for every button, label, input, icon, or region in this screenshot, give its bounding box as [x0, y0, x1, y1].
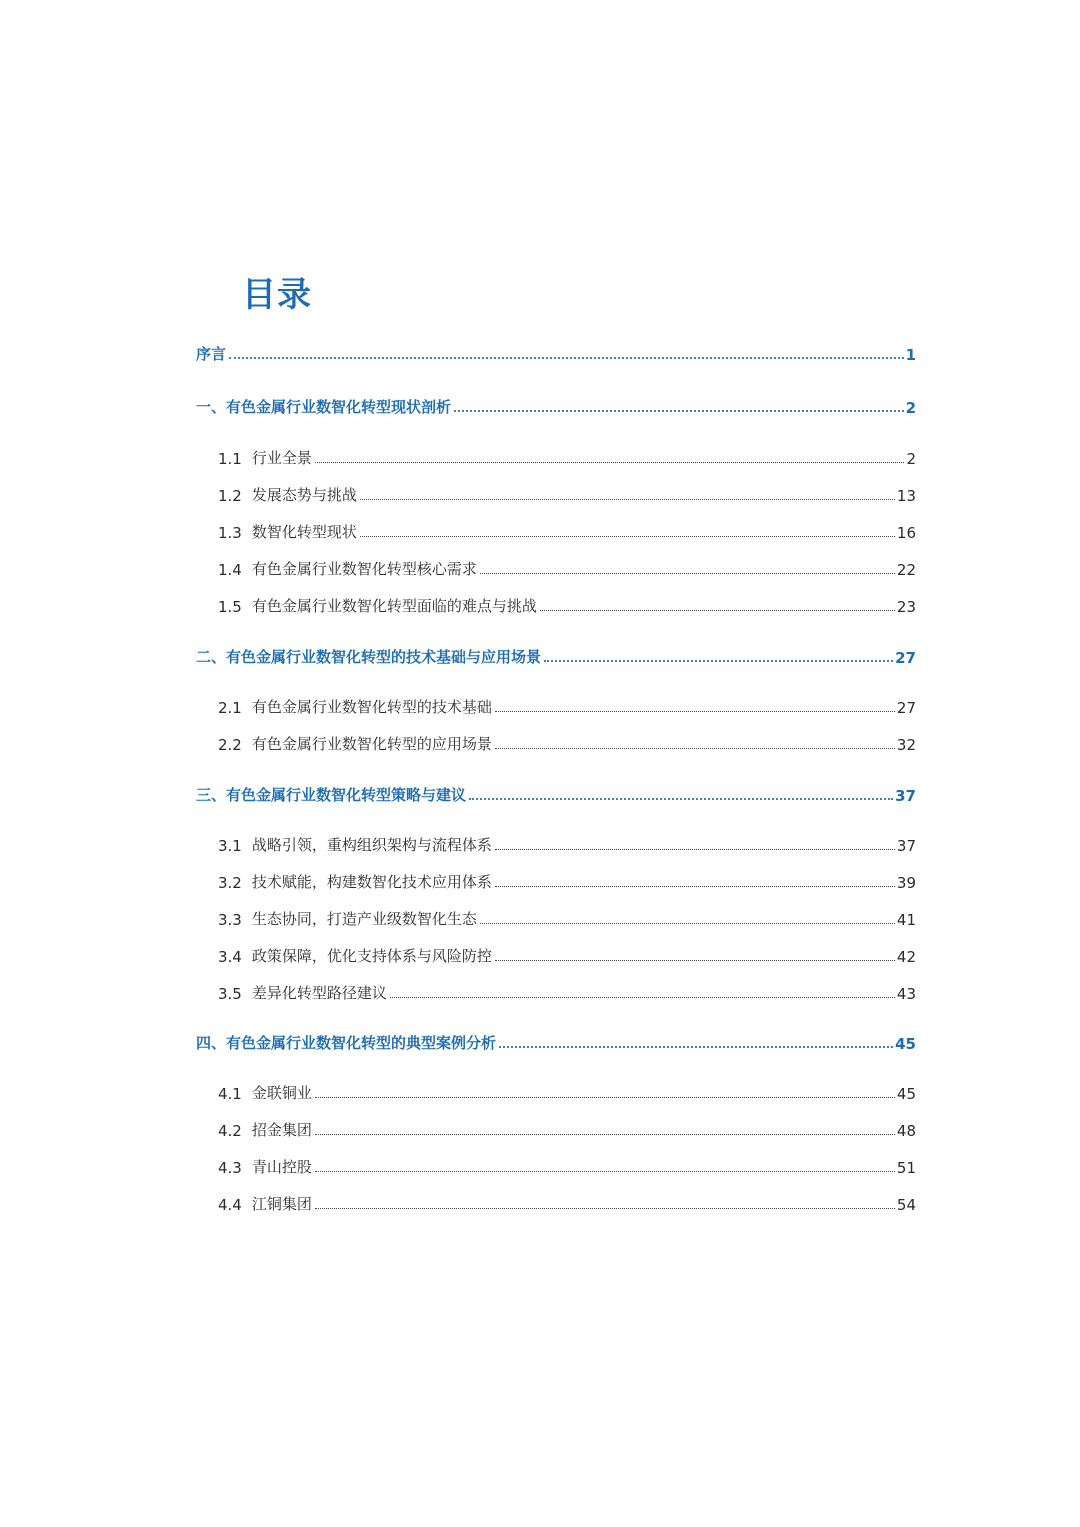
dot-leader [360, 499, 895, 500]
toc-entry-chapter-1[interactable] [196, 393, 916, 417]
toc-entry-section-4-3[interactable] [218, 1153, 916, 1177]
toc-entry-page: 2 [905, 399, 916, 417]
toc-entry-label: 有色金属行业数智化转型的应用场景 [251, 735, 492, 753]
toc-entry-label: 招金集团 [251, 1121, 312, 1139]
toc-entry-number: 2.2 [218, 736, 242, 754]
toc-entry-section-3-2[interactable] [218, 868, 916, 892]
dot-leader [495, 886, 895, 887]
dot-leader [544, 660, 893, 662]
toc-entry-label: 技术赋能，构建数智化技术应用体系 [251, 873, 492, 891]
dot-leader [480, 573, 895, 574]
toc-entry-label: 二、有色金属行业数智化转型的技术基础与应用场景 [196, 648, 542, 666]
toc-entry-section-1-2[interactable] [218, 481, 916, 505]
toc-entry-page: 13 [896, 487, 916, 505]
dot-leader [315, 1208, 895, 1209]
dot-leader [229, 357, 904, 359]
toc-entry-label: 有色金属行业数智化转型核心需求 [251, 560, 477, 578]
toc-entry-section-3-5[interactable] [218, 979, 916, 1003]
dot-leader [315, 462, 905, 463]
toc-entry-number: 3.3 [218, 911, 242, 929]
toc-entry-label: 差异化转型路径建议 [251, 984, 387, 1002]
toc-entry-number: 3.5 [218, 985, 242, 1003]
toc-entry-page: 1 [905, 346, 916, 364]
toc-entry-page: 43 [896, 985, 916, 1003]
toc-entry-label: 数智化转型现状 [251, 523, 357, 541]
toc-entry-label: 发展态势与挑战 [251, 486, 357, 504]
toc-entry-number: 3.4 [218, 948, 242, 966]
toc-entry-section-1-4[interactable] [218, 555, 916, 579]
toc-entry-page: 27 [896, 699, 916, 717]
toc-entry-chapter-4[interactable] [196, 1029, 916, 1053]
toc-entry-label: 四、有色金属行业数智化转型的典型案例分析 [196, 1034, 497, 1052]
toc-entry-label: 有色金属行业数智化转型的技术基础 [251, 698, 492, 716]
toc-entry-section-3-4[interactable] [218, 942, 916, 966]
toc-title: 目录 [242, 275, 312, 315]
dot-leader [315, 1134, 895, 1135]
toc-entry-number: 4.4 [218, 1196, 242, 1214]
dot-leader [390, 997, 895, 998]
toc-entry-page: 39 [896, 874, 916, 892]
toc-entry-number: 3.1 [218, 837, 242, 855]
toc-entry-page: 42 [896, 948, 916, 966]
toc-entry-number: 1.4 [218, 561, 242, 579]
toc-entry-page: 22 [896, 561, 916, 579]
toc-entry-label: 江铜集团 [251, 1195, 312, 1213]
toc-entry-page: 45 [895, 1035, 916, 1053]
toc-entry-page: 37 [895, 787, 916, 805]
toc-entry-section-2-1[interactable] [218, 693, 916, 717]
toc-entry-number: 3.2 [218, 874, 242, 892]
toc-entry-page: 16 [896, 524, 916, 542]
toc-entry-section-1-5[interactable] [218, 592, 916, 616]
toc-entry-label: 青山控股 [251, 1158, 312, 1176]
dot-leader [315, 1171, 895, 1172]
toc-entry-label: 序言 [196, 345, 227, 363]
dot-leader [469, 798, 893, 800]
toc-entry-label: 生态协同，打造产业级数智化生态 [251, 910, 477, 928]
toc-entry-section-1-3[interactable] [218, 518, 916, 542]
dot-leader [495, 960, 895, 961]
toc-entry-number: 1.3 [218, 524, 242, 542]
toc-entry-page: 2 [906, 450, 916, 468]
toc-entry-chapter-2[interactable] [196, 643, 916, 667]
dot-leader [454, 410, 904, 412]
toc-entry-section-4-1[interactable] [218, 1079, 916, 1103]
toc-entry-page: 32 [896, 736, 916, 754]
toc-entry-label: 三、有色金属行业数智化转型策略与建议 [196, 786, 467, 804]
toc-entry-page: 27 [895, 649, 916, 667]
toc-entry-number: 4.3 [218, 1159, 242, 1177]
toc-entry-preface[interactable] [196, 340, 916, 364]
toc-entry-number: 4.2 [218, 1122, 242, 1140]
toc-entry-section-2-2[interactable] [218, 730, 916, 754]
toc-entry-page: 51 [896, 1159, 916, 1177]
toc-entry-page: 37 [896, 837, 916, 855]
toc-entry-section-3-3[interactable] [218, 905, 916, 929]
dot-leader [499, 1046, 893, 1048]
toc-entry-page: 48 [896, 1122, 916, 1140]
dot-leader [315, 1097, 895, 1098]
toc-entry-number: 4.1 [218, 1085, 242, 1103]
dot-leader [360, 536, 895, 537]
toc-entry-section-3-1[interactable] [218, 831, 916, 855]
toc-entry-section-4-4[interactable] [218, 1190, 916, 1214]
dot-leader [495, 748, 895, 749]
toc-entry-label: 战略引领，重构组织架构与流程体系 [251, 836, 492, 854]
toc-entry-label: 有色金属行业数智化转型面临的难点与挑战 [251, 597, 537, 615]
toc-entry-page: 45 [896, 1085, 916, 1103]
toc-entry-page: 41 [896, 911, 916, 929]
toc-entry-section-4-2[interactable] [218, 1116, 916, 1140]
dot-leader [495, 849, 895, 850]
toc-entry-page: 23 [896, 598, 916, 616]
toc-entry-number: 1.5 [218, 598, 242, 616]
toc-entry-number: 1.1 [218, 450, 242, 468]
toc-entry-number: 1.2 [218, 487, 242, 505]
dot-leader [480, 923, 895, 924]
dot-leader [495, 711, 895, 712]
toc-entry-chapter-3[interactable] [196, 781, 916, 805]
toc-entry-number: 2.1 [218, 699, 242, 717]
toc-entry-label: 金联铜业 [251, 1084, 312, 1102]
dot-leader [540, 610, 895, 611]
toc-entry-section-1-1[interactable] [218, 444, 916, 468]
toc-entry-label: 政策保障，优化支持体系与风险防控 [251, 947, 492, 965]
toc-entry-page: 54 [896, 1196, 916, 1214]
toc-entry-label: 行业全景 [251, 449, 312, 467]
toc-entry-label: 一、有色金属行业数智化转型现状剖析 [196, 398, 452, 416]
